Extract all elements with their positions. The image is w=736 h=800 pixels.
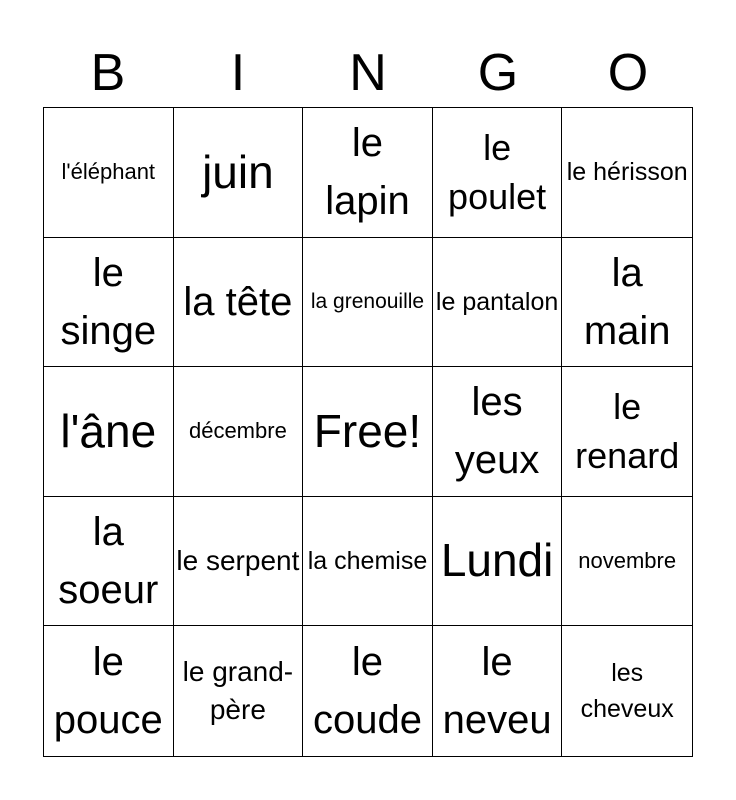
bingo-cell-text: les cheveux bbox=[580, 658, 674, 724]
bingo-cell-r1c3[interactable] bbox=[303, 108, 433, 238]
bingo-cell-text: décembre bbox=[188, 418, 287, 444]
bingo-cell-text: le serpent bbox=[176, 545, 300, 577]
bingo-cell-text: la chemise bbox=[307, 546, 428, 575]
bingo-cell-text: la tête bbox=[183, 279, 293, 324]
header-letter-b: B bbox=[90, 44, 126, 102]
header-letter-o: O bbox=[607, 44, 649, 102]
bingo-card-grid bbox=[43, 107, 693, 757]
bingo-cell-text: Lundi bbox=[440, 534, 554, 587]
bingo-cell-text: la main bbox=[583, 250, 671, 353]
header-letter-n: N bbox=[349, 44, 387, 102]
header-letter-i: I bbox=[230, 44, 246, 102]
bingo-cell-r1c5[interactable] bbox=[562, 108, 692, 238]
bingo-cell-r1c4[interactable] bbox=[433, 108, 563, 238]
bingo-cell-r1c1[interactable] bbox=[44, 108, 174, 238]
bingo-cell-r5c4[interactable] bbox=[433, 626, 563, 756]
bingo-cell-text: le coude bbox=[313, 640, 422, 743]
bingo-cell-text: le singe bbox=[60, 250, 157, 353]
bingo-cell-text: l'éléphant bbox=[61, 159, 156, 185]
bingo-cell-r2c5[interactable] bbox=[562, 238, 692, 368]
bingo-cell-text: la soeur bbox=[58, 510, 159, 613]
bingo-cell-r4c2[interactable] bbox=[174, 497, 304, 627]
bingo-cell-r2c4[interactable] bbox=[433, 238, 563, 368]
bingo-cell-r2c2[interactable] bbox=[174, 238, 304, 368]
bingo-cell-r3c2[interactable] bbox=[174, 367, 304, 497]
bingo-cell-text: le grand-père bbox=[182, 656, 294, 726]
bingo-cell-text: le pouce bbox=[53, 640, 163, 743]
bingo-cell-r5c2[interactable] bbox=[174, 626, 304, 756]
bingo-cell-r5c3[interactable] bbox=[303, 626, 433, 756]
bingo-cell-r4c1[interactable] bbox=[44, 497, 174, 627]
bingo-cell-text: juin bbox=[202, 145, 274, 198]
bingo-cell-text: novembre bbox=[578, 548, 677, 574]
bingo-cell-text: le renard bbox=[575, 385, 680, 477]
bingo-cell-text: le neveu bbox=[442, 640, 552, 743]
bingo-cell-r2c3[interactable] bbox=[303, 238, 433, 368]
bingo-cell-r4c4[interactable] bbox=[433, 497, 563, 627]
free-space-text: Free! bbox=[313, 404, 422, 457]
header-letter-g: G bbox=[477, 44, 519, 102]
bingo-cell-text: le pantalon bbox=[435, 287, 559, 316]
bingo-cell-text: le poulet bbox=[448, 126, 547, 218]
bingo-cell-text: la grenouille bbox=[310, 289, 425, 313]
bingo-cell-r4c5[interactable] bbox=[562, 497, 692, 627]
bingo-cell-r5c5[interactable] bbox=[562, 626, 692, 756]
bingo-cell-r1c2[interactable] bbox=[174, 108, 304, 238]
bingo-cell-r5c1[interactable] bbox=[44, 626, 174, 756]
bingo-cell-text: l'âne bbox=[60, 404, 157, 457]
bingo-cell-r4c3[interactable] bbox=[303, 497, 433, 627]
bingo-cell-text: les yeux bbox=[454, 380, 540, 483]
bingo-cell-r3c4[interactable] bbox=[433, 367, 563, 497]
bingo-cell-r3c5[interactable] bbox=[562, 367, 692, 497]
bingo-cell-free[interactable] bbox=[303, 367, 433, 497]
bingo-cell-r2c1[interactable] bbox=[44, 238, 174, 368]
bingo-cell-r3c1[interactable] bbox=[44, 367, 174, 497]
bingo-header bbox=[43, 40, 693, 106]
bingo-cell-text: le lapin bbox=[325, 121, 410, 224]
bingo-cell-text: le hérisson bbox=[566, 158, 688, 187]
